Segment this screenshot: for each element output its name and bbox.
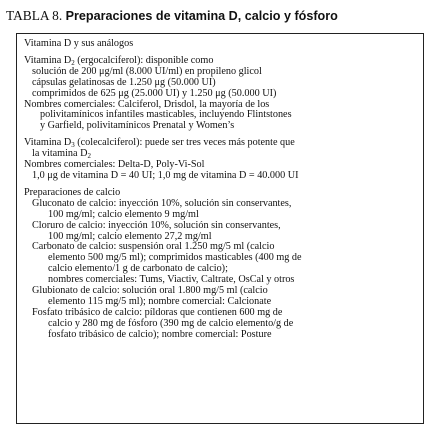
- text-line: 100 mg/ml; calcio elemento 27,2 mg/ml: [48, 230, 212, 242]
- text-line: Carbonato de calcio: suspensión oral 1.250 mg/5 ml (calcio: [32, 241, 275, 253]
- table-content: [24, 39, 419, 341]
- text-line: calcio elemento/1 g de carbonato de calcio);: [48, 263, 228, 275]
- text-line: Vitamina D y sus análogos: [24, 38, 134, 49]
- text-line: Nombres comerciales: Calciferol, Drisdol, la mayoría de los: [24, 98, 270, 110]
- text-line: comprimidos de 625 μg (25.000 UI) y 1.250 μg (50.000 UI): [32, 87, 277, 99]
- text-line: Vitamina $D_3$ (colecalciferol): puede ser tres veces más potente que: [24, 137, 295, 150]
- table-number: TABLA 8.: [6, 8, 63, 23]
- table-box: [16, 33, 424, 424]
- text-line: la vitamina $D_2$: [32, 148, 91, 161]
- text-line: elemento 500 mg/5 ml); comprimidos masticables (400 mg de: [48, 252, 302, 264]
- text-line: fosfato tribásico de calcio); nombre comercial: Posture: [48, 328, 272, 340]
- text-line: Cloruro de calcio: inyección 10%, solución sin conservantes,: [32, 219, 281, 231]
- table-title: [6, 7, 431, 25]
- text-line: solución de 200 μg/ml (8.000 UI/ml) en propileno glicol: [32, 65, 262, 77]
- text-line: Fosfato tribásico de calcio: píldoras que contienen 600 mg de: [32, 306, 283, 318]
- text-line: nombres comerciales: Tums, Viactiv, Caltrate, OsCal y otros: [48, 274, 295, 286]
- text-line: elemento 115 mg/5 ml); nombre comercial: Calcionate: [48, 295, 272, 307]
- text-line: Gluconato de calcio: inyección 10%, solución sin conservantes,: [32, 197, 292, 209]
- table-caption: Preparaciones de vitamina D, calcio y fósforo: [65, 9, 338, 23]
- text-line: polivitamínicos infantiles masticables, incluyendo Flintstones: [40, 109, 292, 121]
- text-line: 1,0 μg de vitamina D = 40 UI; 1,0 mg de vitamina D = 40.000 UI: [32, 169, 299, 181]
- text-line: Vitamina $D_2$ (ergocalciferol): disponible como: [24, 54, 214, 67]
- text-line: Preparaciones de calcio: [24, 186, 121, 198]
- text-line: Glubionato de calcio: solución oral 1.800 mg/5 ml (calcio: [32, 285, 268, 297]
- text-line: cápsulas gelatinosas de 1.250 μg (50.000 UI): [32, 76, 216, 88]
- text-line: Nombres comerciales: Delta-D, Poly-Vi-Sol: [24, 159, 205, 171]
- text-line: calcio y 280 mg de fósforo (390 mg de calcio elemento/g de: [48, 317, 294, 329]
- text-line: y Garfield, polivitamínicos Prenatal y Women’s: [40, 120, 235, 132]
- text-line: 100 mg/ml; calcio elemento 9 mg/ml: [48, 208, 199, 220]
